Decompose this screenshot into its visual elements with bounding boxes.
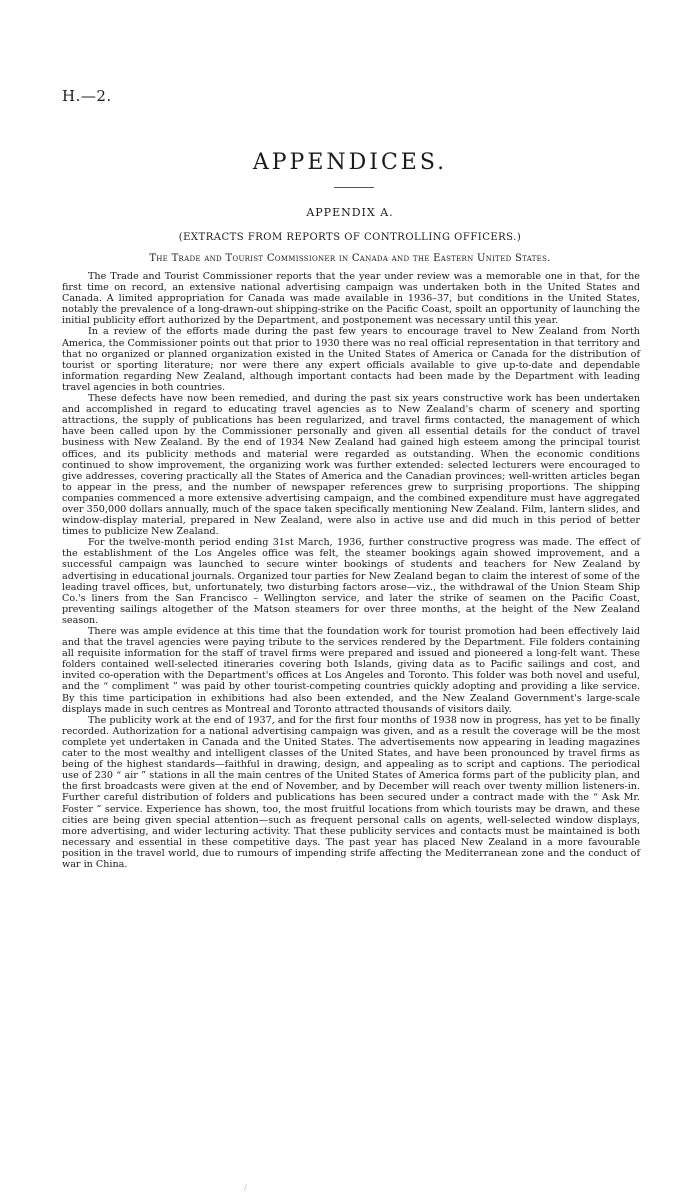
paragraph: These defects have now been remedied, and during the past six years constructive work has been undertaken and accomplished in regard to educating travel agencies as to New Zealand's charm of scenery and sporting attractions, the supply of publications has been regularized, and travel firms contacted, the management of which have been called upon by the Commissioner personally and given all essential details for the conduct of travel business with New Zealand. By the end of 1934 New Zealand had gained high esteem among the principal tourist offices, and its publicity methods and material were regarded as outstanding. When the economic conditions continued to show improvement, the organizing work was further extended: selected lecturers were encouraged to give addresses, covering practically all the States of America and the Canadian provinces; well-written articles began to appear in the press, and the number of newspaper references grew to surprising proportions. The shipping companies commenced a more extensive advertising campaign, and the combined expenditure must have aggregated over 350,000 dollars annually, much of the space taken specifically mentioning New Zealand. Film, lantern slides, and window-display material, prepared in New Zealand, were also in active use and did much in this period of better times to publicize New Zealand. — [62, 393, 640, 538]
paragraph: The publicity work at the end of 1937, and for the first four months of 1938 now in progress, has yet to be finally recorded. Authorization for a national advertising campaign was given, and as a result the coverage will be the most complete yet undertaken in Canada and the United States. The advertisements now appearing in leading magazines cater to the most wealthy and intelligent classes of the United States, and have been pronounced by travel firms as being of the highest standards—faithful in drawing, design, and appealing as to script and captions. The periodical use of 230 “ air ” stations in all the main centres of the United States of America forms part of the publicity plan, and the first broadcasts were given at the end of November, and by December will reach over twenty million listeners-in. Further careful distribution of folders and publications has been secured under a contract made with the “ Ask Mr. Foster ” service. Experience has shown, too, the most fruitful locations from which tourists may be drawn, and these cities are being given special attention—such as frequent personal calls on agents, well-selected window displays, more advertising, and wider lecturing activity. That these publicity services and contacts must be maintained is both necessary and essential in these competitive days. The past year has placed New Zealand in a more favourable position in the travel world, due to rumours of impending strife affecting the Mediterranean zone and the conduct of war in China. — [62, 714, 640, 870]
appendix-title: APPENDIX A. — [306, 206, 394, 219]
document-reference: H.—2. — [62, 87, 112, 105]
scan-mark: / — [244, 1183, 247, 1192]
page-title: APPENDICES. — [252, 150, 448, 175]
appendix-subtitle: (EXTRACTS FROM REPORTS OF CONTROLLING OFFICERS.) — [178, 232, 522, 243]
paragraph: For the twelve-month period ending 31st March, 1936, further constructive progress was made. The effect of the establishment of the Los Angeles office was felt, the steamer bookings again showed improvement, and a successful campaign was launched to secure winter bookings of students and teachers for New Zealand by advertising in educational journals. Organized tour parties for New Zealand began to claim the interest of some of the leading travel offices, but, unfortunately, two disturbing factors arose—viz., the withdrawal of the Union Steam Ship Co.'s liners from the San Francisco – Wellington service, and later the strike of seamen on the Pacific Coast, preventing sailings altogether of the Matson steamers for over three months, at the height of the New Zealand season. — [62, 537, 640, 626]
title-divider — [334, 187, 374, 188]
paragraph: There was ample evidence at this time that the foundation work for tourist promotion had been effectively laid and that the travel agencies were paying tribute to the services rendered by the Department. File folders containing all requisite information for the staff of travel firms were prepared and issued and pioneered a long-felt want. These folders contained well-selected itineraries covering both Islands, giving data as to Pacific sailings and cost, and invited co-operation with the Department's offices at Los Angeles and Toronto. This folder was both novel and useful, and the “ compliment ” was paid by other tourist-competing countries quickly adopting and providing a like service. By this time participation in exhibitions had also been extended, and the New Zealand Government's large-scale displays made in such centres as Montreal and Toronto attracted thousands of visitors daily. — [62, 626, 640, 715]
section-heading: The Trade and Tourist Commissioner in Canada and the Eastern United States. — [149, 253, 551, 264]
paragraph: In a review of the efforts made during the past few years to encourage travel to New Zealand from North America, the Commissioner points out that prior to 1930 there was no real official representation in that territory and that no organized or planned organization existed in the United States of America or Canada for the distribution of tourist or sporting literature; nor were there any expert officials available to give up-to-date and dependable information regarding New Zealand, although important contacts had been made by the Department with leading travel agencies in both countries. — [62, 326, 640, 393]
paragraph: The Trade and Tourist Commissioner reports that the year under review was a memorable one in that, for the first time on record, an extensive national advertising campaign was undertaken both in the United States and Canada. A limited appropriation for Canada was made available in 1936–37, but conditions in the United States, notably the prevalence of a long-drawn-out shipping-strike on the Pacific Coast, spoilt an opportunity of launching the initial publicity effort authorized by the Department, and postponement was necessary until this year. — [62, 271, 640, 327]
body-text — [62, 271, 640, 870]
